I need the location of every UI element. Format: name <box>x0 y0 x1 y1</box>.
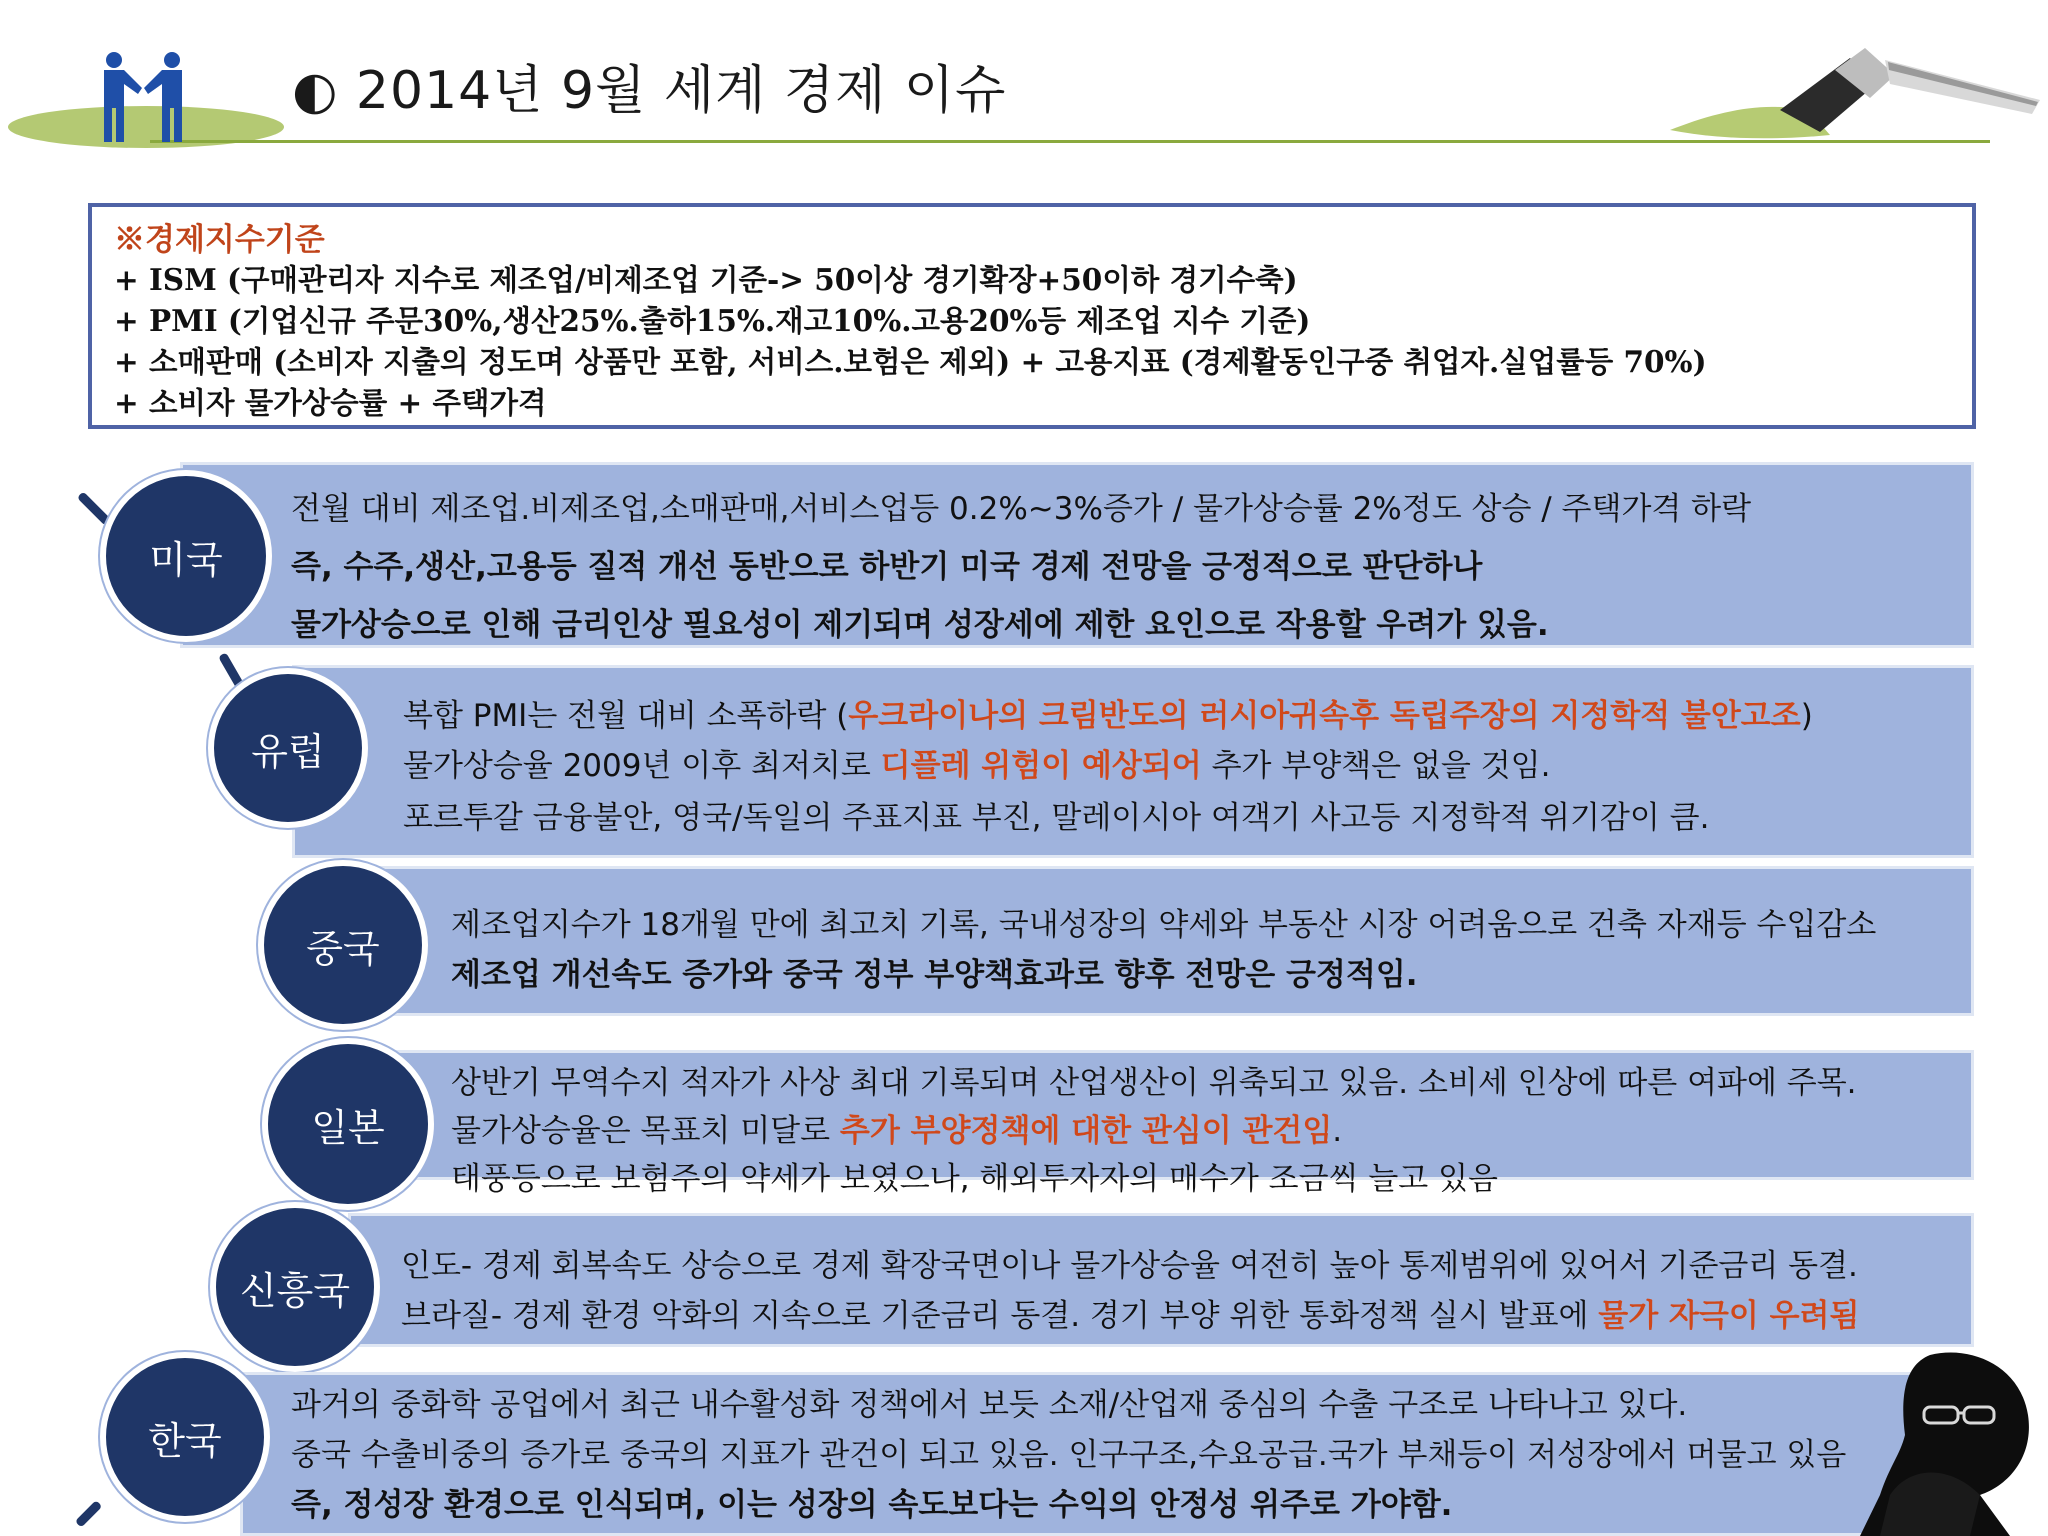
korea-line-1: 과거의 중화학 공업에서 최근 내수활성화 정책에서 보듯 소재/산업재 중심의 수출 구조로 나타나고 있다. <box>291 1387 1688 1423</box>
usa-line-3: 물가상승으로 인해 금리인상 필요성이 제기되며 성장세에 제한 요인으로 작용할 우려가 있음. <box>291 607 1549 643</box>
page-title: ◐ 2014년 9월 세계 경제 이슈 <box>292 61 1007 121</box>
china-line-2: 제조업 개선속도 증가와 중국 정부 부양책효과로 향후 전망은 긍정적임. <box>451 957 1418 993</box>
europe-deflation-highlight: 디플레 위험이 예상되어 <box>880 748 1202 784</box>
emerging-inflation-highlight: 물가 자극이 우려됨 <box>1598 1298 1860 1334</box>
criteria-line-cpi: + 소비자 물가상승률 + 주택가격 <box>114 385 547 420</box>
region-badge-china: 중국 <box>258 860 428 1030</box>
criteria-line-ism: + ISM (구매관리자 지수로 제조업/비제조업 기준-> 50이상 경기확장+50이하 경기수축) <box>114 262 1298 297</box>
europe-line-2: 물가상승율 2009년 이후 최저치로 디플레 위험이 예상되어 추가 부양책은 없을 것임. <box>403 748 1551 784</box>
region-panel-korea <box>240 1372 1974 1536</box>
region-panel-japan <box>390 1050 1974 1197</box>
region-badge-europe: 유럽 <box>208 668 368 828</box>
criteria-line-retail: + 소매판매 (소비자 지출의 정도며 상품만 포함, 서비스.보험은 제외) + 고용지표 (경제활동인구중 취업자.실업률등 70%) <box>114 344 1707 379</box>
japan-stimulus-highlight: 추가 부양정책에 대한 관심이 관건임 <box>839 1113 1333 1149</box>
japan-line-1: 상반기 무역수지 적자가 사상 최대 기록되며 산업생산이 위축되고 있음. 소비세 인상에 따른 여파에 주목. <box>451 1065 1857 1101</box>
japan-line-3: 태풍등으로 보험주의 약세가 보였으나, 해외투자자의 매수가 조금씩 늘고 있음 <box>451 1161 1498 1197</box>
region-panel-emerging <box>348 1213 1974 1347</box>
region-badge-korea: 한국 <box>100 1352 270 1522</box>
usa-line-1: 전월 대비 제조업.비제조업,소매판매,서비스업등 0.2%~3%증가 / 물가상승률 2%정도 상승 / 주택가격 하락 <box>291 491 1752 527</box>
paintbrush-icon <box>1660 40 2048 150</box>
region-badge-emerging: 신흥국 <box>210 1202 380 1372</box>
europe-geopolitical-highlight: 우크라이나의 크림반도의 러시아귀속후 독립주장의 지정학적 불안고조 <box>848 698 1801 734</box>
europe-line-1: 복합 PMI는 전월 대비 소폭하락 (우크라이나의 크림반도의 러시아귀속후 독립주장의 지정학적 불안고조) <box>403 698 1813 734</box>
handshake-icon <box>98 52 188 144</box>
region-badge-japan: 일본 <box>262 1038 434 1210</box>
usa-line-2: 즉, 수주,생산,고용등 질적 개선 동반으로 하반기 미국 경제 전망을 긍정적으로 판단하나 <box>291 549 1483 585</box>
korea-line-3: 즉, 정성장 환경으로 인식되며, 이는 성장의 속도보다는 수익의 안정성 위주로 가야함. <box>291 1487 1453 1523</box>
emerging-line-1: 인도- 경제 회복속도 상승으로 경제 확장국면이나 물가상승율 여전히 높아 통제범위에 있어서 기준금리 동결. <box>401 1248 1858 1284</box>
region-panel-china <box>368 866 1974 1016</box>
region-badge-usa: 미국 <box>100 470 272 642</box>
japan-line-2: 물가상승율은 목표치 미달로 추가 부양정책에 대한 관심이 관건임. <box>451 1113 1343 1149</box>
criteria-line-pmi: + PMI (기업신규 주문30%,생산25%.출하15%.재고10%.고용20%등 제조업 지수 기준) <box>114 303 1311 338</box>
timeline-connector <box>75 1500 103 1528</box>
thinking-person-icon <box>1860 1345 2048 1536</box>
china-line-1: 제조업지수가 18개월 만에 최고치 기록, 국내성장의 약세와 부동산 시장 어려움으로 건축 자재등 수입감소 <box>451 907 1877 943</box>
emerging-line-2: 브라질- 경제 환경 악화의 지속으로 기준금리 동결. 경기 부양 위한 통화정책 실시 발표에 물가 자극이 우려됨 <box>401 1298 1860 1334</box>
criteria-heading: ※경제지수기준 <box>114 222 325 258</box>
korea-line-2: 중국 수출비중의 증가로 중국의 지표가 관건이 되고 있음. 인구구조,수요공급.국가 부채등이 저성장에서 머물고 있음 <box>291 1437 1847 1473</box>
europe-line-3: 포르투갈 금융불안, 영국/독일의 주표지표 부진, 말레이시아 여객기 사고등 지정학적 위기감이 큼. <box>403 800 1710 836</box>
index-criteria-box <box>88 203 1976 429</box>
region-panel-europe <box>292 665 1974 858</box>
region-panel-usa <box>180 462 1974 648</box>
